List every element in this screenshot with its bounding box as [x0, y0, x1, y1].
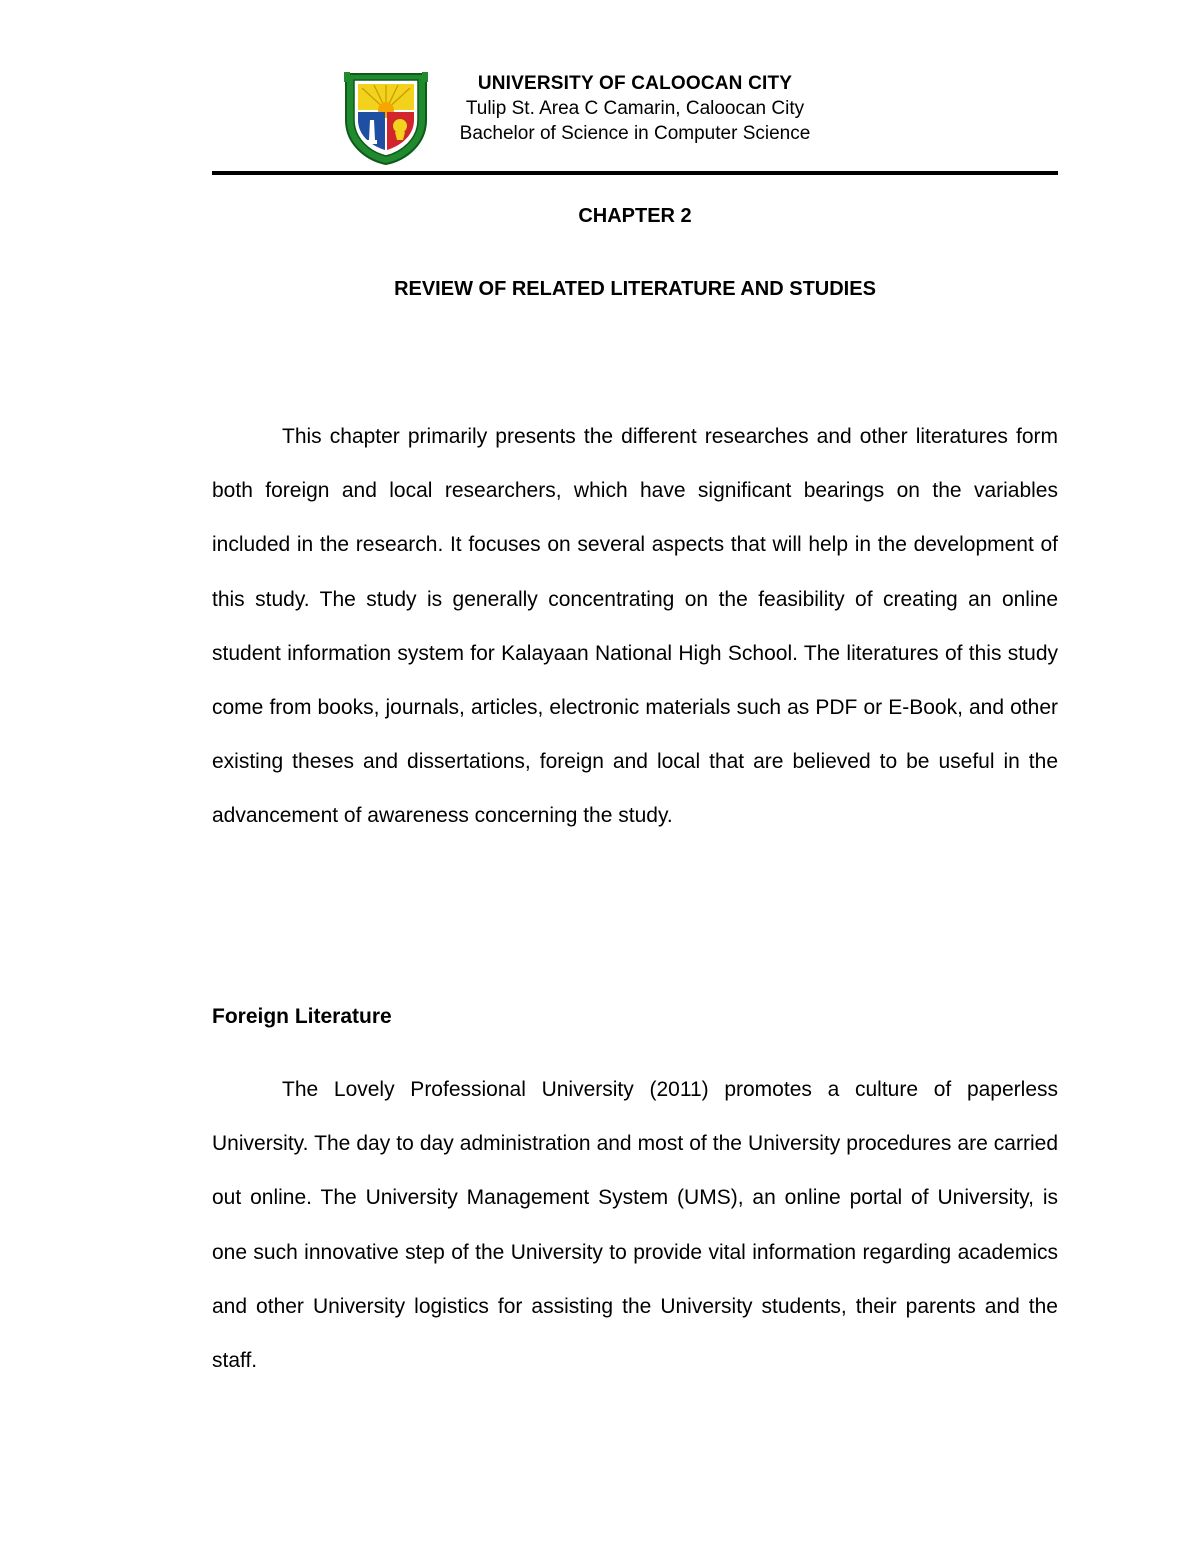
header-divider: [212, 171, 1058, 175]
section-heading-foreign-literature: Foreign Literature: [212, 1005, 392, 1028]
university-seal-icon: [340, 70, 432, 166]
chapter-subtitle: REVIEW OF RELATED LITERATURE AND STUDIES: [394, 278, 876, 300]
letterhead: [430, 72, 840, 146]
university-address: Tulip St. Area C Camarin, Caloocan City: [465, 98, 805, 119]
foreign-literature-paragraph: The Lovely Professional University (2011) promotes a culture of paperless University. The day to day administration and most of the University procedures are carried out online. The University Management System (UMS), an online portal of University, is one such innovative step of the University to provide vital information regarding academics and other University logistics for assisting the University students, their parents and the staff.: [212, 1078, 1058, 1373]
intro-paragraph: This chapter primarily presents the different researches and other literatures form both foreign and local researchers, which have significant bearings on the variables included in the research. It focuses on several aspects that will help in the development of this study. The study is generally concentrating on the feasibility of creating an online student information system for Kalayaan National High School. The literatures of this study come from books, journals, articles, electronic materials such as PDF or E-Book, and other existing theses and dissertations, foreign and local that are believed to be useful in the advancement of awareness concerning the study.: [212, 425, 1058, 828]
university-name: UNIVERSITY OF CALOOCAN CITY: [477, 73, 793, 94]
degree-program: Bachelor of Science in Computer Science: [459, 123, 811, 144]
chapter-title: CHAPTER 2: [578, 205, 692, 227]
